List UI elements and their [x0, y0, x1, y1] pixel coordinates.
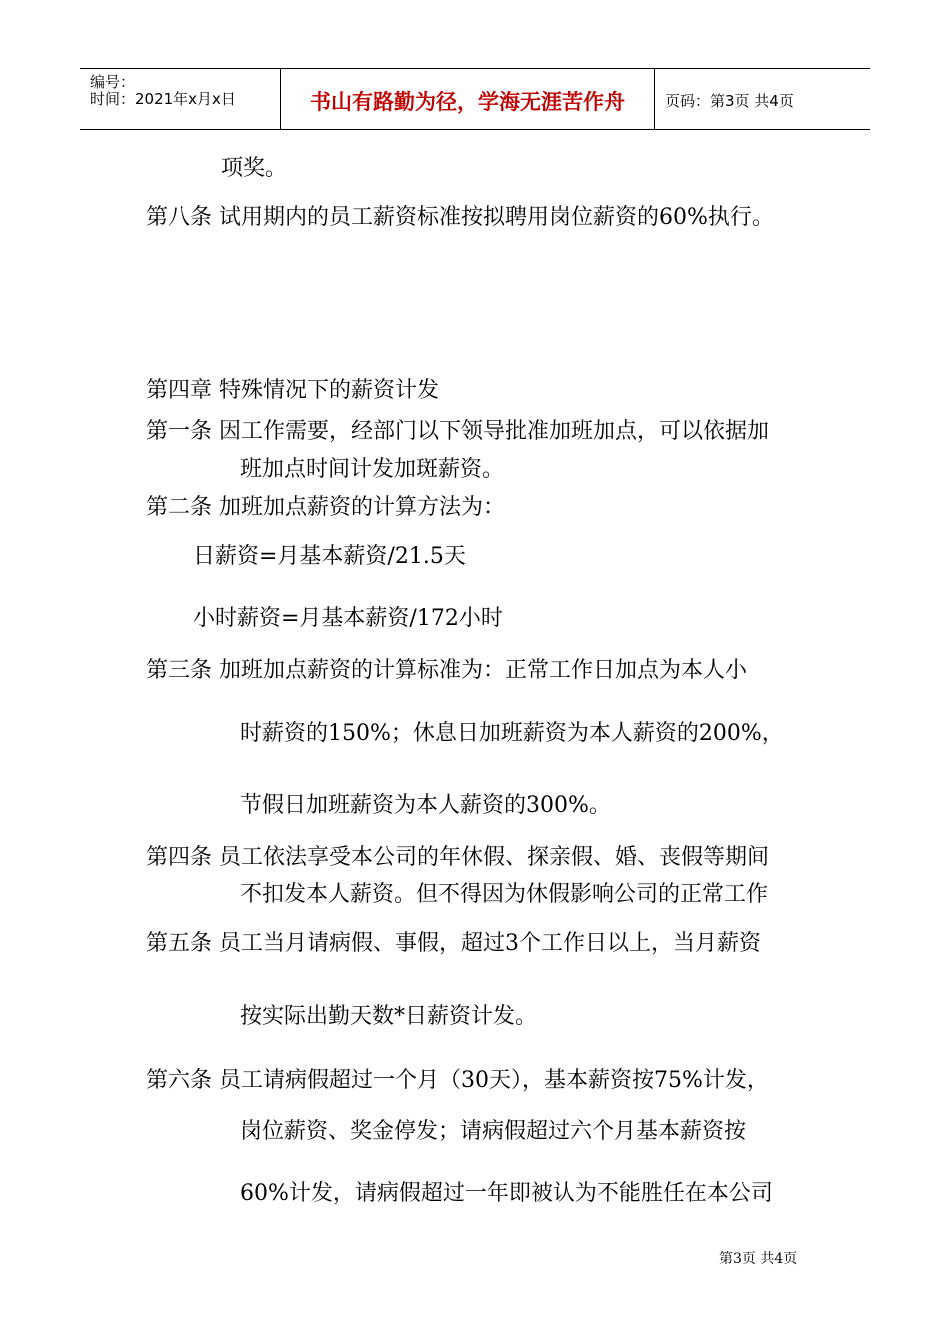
article-4: 第四条 员工依法享受本公司的年休假、探亲假、婚、丧假等期间: [146, 845, 769, 870]
article-6: 第六条 员工请病假超过一个月（30天），基本薪资按75%计发，: [146, 1068, 769, 1093]
header-motto: 书山有路勤为径，学海无涯苦作舟: [310, 90, 625, 114]
article-3: 第三条 加班加点薪资的计算标准为：正常工作日加点为本人小: [146, 658, 747, 683]
document-number-label: 编号：: [90, 73, 136, 91]
chapter-title: 第四章 特殊情况下的薪资计发: [146, 378, 439, 403]
article-2: 第二条 加班加点薪资的计算方法为：: [146, 495, 505, 520]
article-6-continued-1: 岗位薪资、奖金停发；请病假超过六个月基本薪资按: [240, 1119, 747, 1144]
article-5-continued: 按实际出勤天数*日薪资计发。: [240, 1004, 538, 1029]
header-info-cell: [80, 69, 281, 129]
article-1-continued: 班加点时间计发加斑薪资。: [240, 457, 505, 482]
header-motto-cell: [281, 69, 655, 129]
article-6-continued-2: 60%计发，请病假超过一年即被认为不能胜任在本公司: [240, 1181, 773, 1206]
article-4-continued: 不扣发本人薪资。但不得因为休假影响公司的正常工作: [240, 882, 769, 907]
article-8: 第八条 试用期内的员工薪资标准按拟聘用岗位薪资的60%执行。: [146, 205, 774, 230]
document-time-label: 时间：2021年x月x日: [90, 90, 236, 108]
page-footer: 第3页 共4页: [719, 1251, 798, 1267]
document-header: [80, 68, 870, 130]
article-3-continued-1: 时薪资的150%；休息日加班薪资为本人薪资的200%，: [240, 721, 784, 746]
formula-hourly-pay: 小时薪资=月基本薪资/172小时: [193, 606, 503, 631]
article-3-continued-2: 节假日加班薪资为本人薪资的300%。: [240, 793, 611, 818]
formula-daily-pay: 日薪资=月基本薪资/21.5天: [193, 544, 466, 569]
article-1: 第一条 因工作需要，经部门以下领导批准加班加点，可以依据加: [146, 419, 769, 444]
header-page-info: 页码：第3页 共4页: [665, 92, 794, 110]
header-page-cell: [655, 69, 870, 129]
body-line: 项奖。: [221, 156, 288, 181]
article-5: 第五条 员工当月请病假、事假，超过3个工作日以上，当月薪资: [146, 931, 761, 956]
